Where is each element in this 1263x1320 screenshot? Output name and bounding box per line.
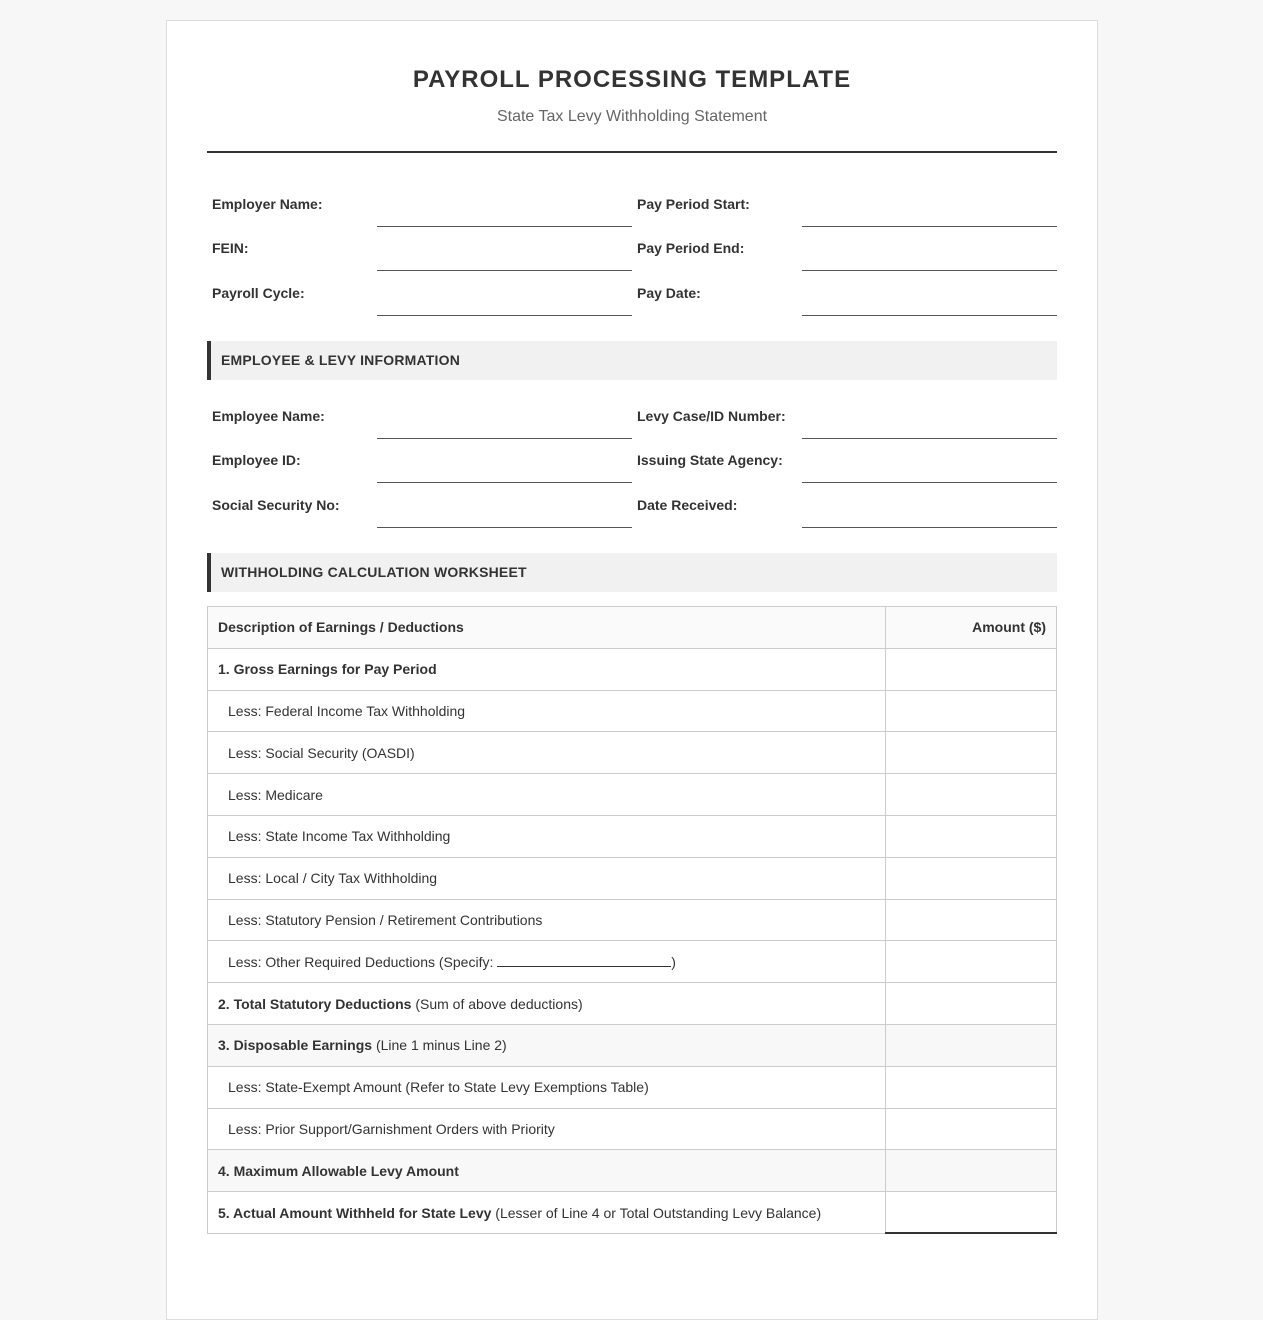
row-note: (Lesser of Line 4 or Total Outstanding Levy Balance) <box>491 1204 822 1221</box>
payroll-cycle-field[interactable] <box>377 290 632 316</box>
pay-period-end-field[interactable] <box>802 245 1057 271</box>
date-received-field[interactable] <box>802 502 1057 528</box>
row-label: 3. Disposable Earnings <box>218 1037 373 1054</box>
other-deductions-prefix: Less: Other Required Deductions (Specify: <box>228 953 498 970</box>
employee-levy-section-header <box>207 341 1057 380</box>
amount-column-header: Amount ($) <box>886 607 1057 649</box>
pay-period-start-label: Pay Period Start: <box>637 196 750 212</box>
amount-cell[interactable] <box>886 1108 1057 1150</box>
row-state-tax: Less: State Income Tax Withholding <box>208 815 886 857</box>
row-gross-earnings: 1. Gross Earnings for Pay Period <box>208 648 886 690</box>
pay-date-label: Pay Date: <box>637 285 701 301</box>
table-row <box>208 1150 1057 1192</box>
table-row <box>208 815 1057 857</box>
amount-cell[interactable] <box>886 941 1057 983</box>
row-state-exempt: Less: State-Exempt Amount (Refer to State Levy Exemptions Table) <box>208 1066 886 1108</box>
issuing-agency-field[interactable] <box>802 457 1057 483</box>
row-social-security: Less: Social Security (OASDI) <box>208 732 886 774</box>
row-prior-orders: Less: Prior Support/Garnishment Orders with Priority <box>208 1108 886 1150</box>
employer-name-label: Employer Name: <box>212 196 323 212</box>
section-title: WITHHOLDING CALCULATION WORKSHEET <box>221 564 527 580</box>
row-note: (Line 1 minus Line 2) <box>372 1037 507 1054</box>
section-title: EMPLOYEE & LEVY INFORMATION <box>221 352 461 368</box>
table-row <box>208 857 1057 899</box>
amount-cell[interactable] <box>886 899 1057 941</box>
table-header-row <box>208 607 1057 649</box>
ssn-field[interactable] <box>377 502 632 528</box>
specify-field[interactable] <box>497 955 671 967</box>
document-title: PAYROLL PROCESSING TEMPLATE <box>412 66 852 93</box>
amount-cell[interactable] <box>886 1024 1057 1066</box>
table-row <box>208 941 1057 983</box>
row-max-levy: 4. Maximum Allowable Levy Amount <box>208 1150 886 1192</box>
row-label: 2. Total Statutory Deductions <box>218 995 412 1012</box>
table-row <box>208 1066 1057 1108</box>
ssn-label: Social Security No: <box>212 497 340 513</box>
table-row <box>208 648 1057 690</box>
employee-id-field[interactable] <box>377 457 632 483</box>
pay-date-field[interactable] <box>802 290 1057 316</box>
table-row <box>208 774 1057 816</box>
row-label: 5. Actual Amount Withheld for State Levy <box>218 1204 492 1221</box>
document-subtitle: State Tax Levy Withholding Statement <box>496 108 768 125</box>
levy-case-field[interactable] <box>802 413 1057 439</box>
document-header <box>207 21 1057 153</box>
row-federal-tax: Less: Federal Income Tax Withholding <box>208 690 886 732</box>
pay-period-start-field[interactable] <box>802 201 1057 227</box>
other-deductions-suffix: ) <box>671 953 676 970</box>
amount-cell[interactable] <box>886 983 1057 1025</box>
amount-cell[interactable] <box>886 815 1057 857</box>
employer-name-field[interactable] <box>377 201 632 227</box>
row-disposable-earnings <box>208 1024 886 1066</box>
table-row <box>208 732 1057 774</box>
document-page <box>166 20 1098 1320</box>
amount-cell[interactable] <box>886 1192 1057 1234</box>
row-local-tax: Less: Local / City Tax Withholding <box>208 857 886 899</box>
row-total-deductions <box>208 983 886 1025</box>
issuing-agency-label: Issuing State Agency: <box>637 452 783 468</box>
row-note: (Sum of above deductions) <box>411 995 583 1012</box>
employee-id-label: Employee ID: <box>212 452 301 468</box>
row-medicare: Less: Medicare <box>208 774 886 816</box>
table-row <box>208 983 1057 1025</box>
fein-field[interactable] <box>377 245 632 271</box>
amount-cell[interactable] <box>886 774 1057 816</box>
amount-cell[interactable] <box>886 857 1057 899</box>
pay-period-end-label: Pay Period End: <box>637 240 745 256</box>
fein-label: FEIN: <box>212 240 249 256</box>
amount-cell[interactable] <box>886 648 1057 690</box>
table-row <box>208 1192 1057 1234</box>
description-column-header: Description of Earnings / Deductions <box>208 607 886 649</box>
table-row <box>208 1024 1057 1066</box>
amount-cell[interactable] <box>886 690 1057 732</box>
employee-name-label: Employee Name: <box>212 408 325 424</box>
amount-cell[interactable] <box>886 1150 1057 1192</box>
worksheet-section-header <box>207 553 1057 592</box>
table-row <box>208 899 1057 941</box>
withholding-worksheet-table <box>207 606 1057 1234</box>
table-row <box>208 690 1057 732</box>
amount-cell[interactable] <box>886 732 1057 774</box>
employee-name-field[interactable] <box>377 413 632 439</box>
payroll-cycle-label: Payroll Cycle: <box>212 285 305 301</box>
row-pension: Less: Statutory Pension / Retirement Contributions <box>208 899 886 941</box>
date-received-label: Date Received: <box>637 497 738 513</box>
row-other-deductions <box>208 941 886 983</box>
table-row <box>208 1108 1057 1150</box>
row-actual-withheld <box>208 1192 886 1234</box>
levy-case-label: Levy Case/ID Number: <box>637 408 786 424</box>
amount-cell[interactable] <box>886 1066 1057 1108</box>
